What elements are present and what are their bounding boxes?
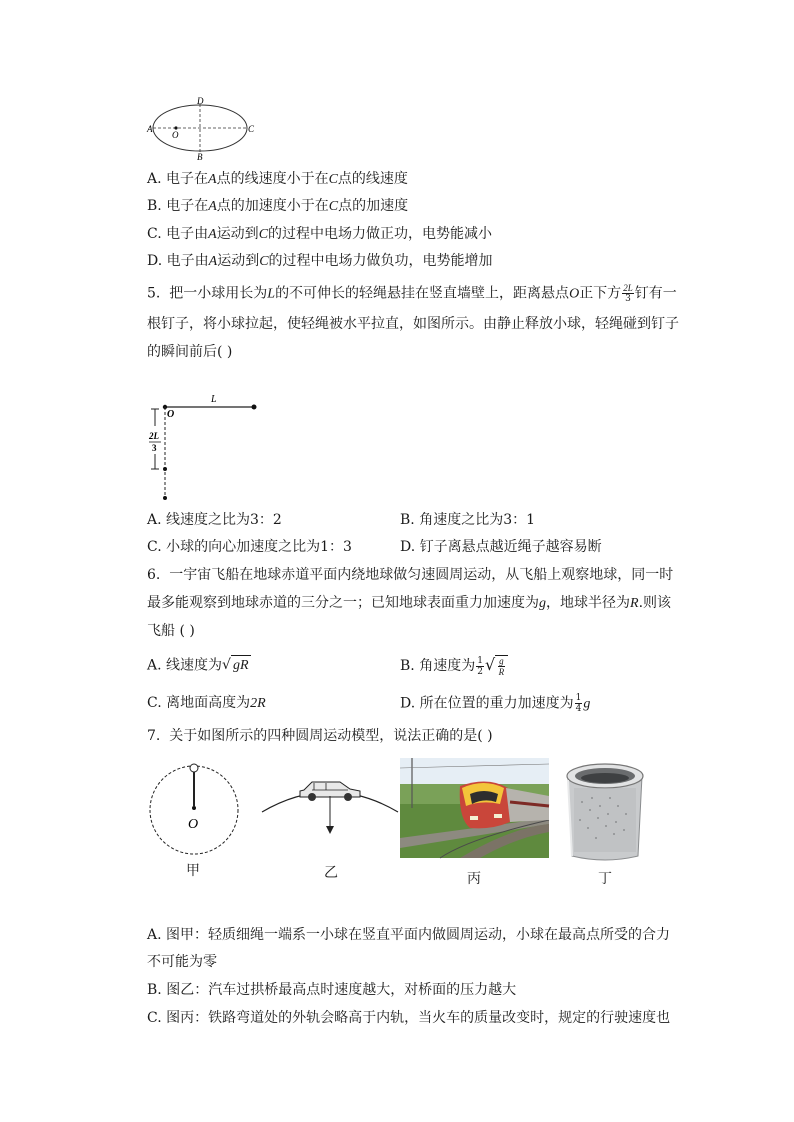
q5-stem-line1: 5. 把一小球用长为L的不可伸长的轻绳悬挂在竖直墙壁上，距离悬点O正下方 $\frac{2L}{3}$ 钉有一	[147, 283, 677, 304]
washing-drum-photo	[560, 758, 650, 868]
label-yi: 乙	[324, 865, 338, 881]
q5-stem-line2: 根钉子，将小球拉起，使轻绳被水平拉直，如图所示。由静止释放小球，轻绳碰到钉子	[147, 316, 679, 332]
q6-stem-line1: 6. 一宇宙飞船在地球赤道平面内绕地球做匀速圆周运动，从飞船上观察地球，同一时	[147, 567, 674, 583]
q6-stem-line2: 最多能观察到地球赤道的三分之一；已知地球表面重力加速度为g，地球半径为R.则该	[147, 595, 672, 611]
label-D: D	[197, 96, 204, 106]
q4-option-b[interactable]: B. 电子在A点的加速度小于在C点的加速度	[147, 198, 409, 214]
vertical-circle-figure	[148, 760, 248, 860]
q7-option-c-line1[interactable]: C. 图丙：铁路弯道处的外轨会略高于内轨，当火车的质量改变时，规定的行驶速度也	[147, 1010, 671, 1026]
q6-stem-line3: 飞船 ( )	[147, 623, 195, 639]
label-ding: 丁	[598, 871, 612, 887]
q4-option-c[interactable]: C. 电子由A运动到C的过程中电场力做正功，电势能减小	[147, 226, 493, 242]
fraction-2l-3: $\frac{2L}{3}$	[623, 283, 633, 304]
label-C: C	[248, 124, 255, 134]
q5-option-a[interactable]: A. 线速度之比为3：2	[147, 512, 282, 528]
label-B: B	[197, 152, 203, 162]
q6-option-c[interactable]: C. 离地面高度为2R	[147, 695, 266, 711]
label-O: O	[167, 409, 175, 420]
q5-option-c[interactable]: C. 小球的向心加速度之比为1：3	[147, 539, 352, 555]
q5-stem-line3: 的瞬间前后( )	[147, 344, 233, 360]
q6-option-a[interactable]: A. 线速度为 √ gR	[147, 655, 251, 676]
q5-option-b[interactable]: B. 角速度之比为3：1	[400, 512, 536, 528]
arch-bridge-car-figure	[260, 772, 400, 852]
train-photo	[400, 758, 549, 858]
label-L: L	[211, 394, 217, 405]
label-bing: 丙	[467, 871, 481, 887]
sqrt-gR: √ gR	[222, 655, 250, 676]
ellipse-figure	[148, 94, 258, 162]
q7-stem: 7. 关于如图所示的四种圆周运动模型，说法正确的是( )	[147, 728, 493, 744]
label-O: O	[172, 130, 179, 140]
q5-option-d[interactable]: D. 钉子离悬点越近绳子越容易断	[400, 539, 602, 555]
q6-option-b[interactable]: B. 角速度为 $\frac{1}{2}$ √ $\frac{g}{R}$	[400, 655, 508, 677]
label-jia: 甲	[186, 863, 200, 879]
q6-option-d[interactable]: D. 所在位置的重力加速度为 $\frac{1}{4}$ g	[400, 693, 591, 714]
label-O: O	[188, 817, 199, 832]
q7-option-a-line1[interactable]: A. 图甲：轻质细绳一端系一小球在竖直平面内做圆周运动，小球在最高点所受的合力	[147, 927, 671, 943]
label-3: 3	[152, 443, 157, 453]
q7-option-a-line2: 不可能为零	[147, 954, 217, 970]
q7-option-b[interactable]: B. 图乙：汽车过拱桥最高点时速度越大，对桥面的压力越大	[147, 982, 517, 998]
q4-option-d[interactable]: D. 电子由A运动到C的过程中电场力做负功，电势能增加	[147, 253, 493, 269]
label-A: A	[147, 124, 153, 134]
sqrt-g-over-R: √ $\frac{g}{R}$	[485, 655, 508, 677]
pendulum-nail-figure	[145, 390, 265, 502]
label-2L: 2L	[149, 431, 159, 441]
q4-option-a[interactable]: A. 电子在A点的线速度小于在C点的线速度	[147, 171, 408, 187]
